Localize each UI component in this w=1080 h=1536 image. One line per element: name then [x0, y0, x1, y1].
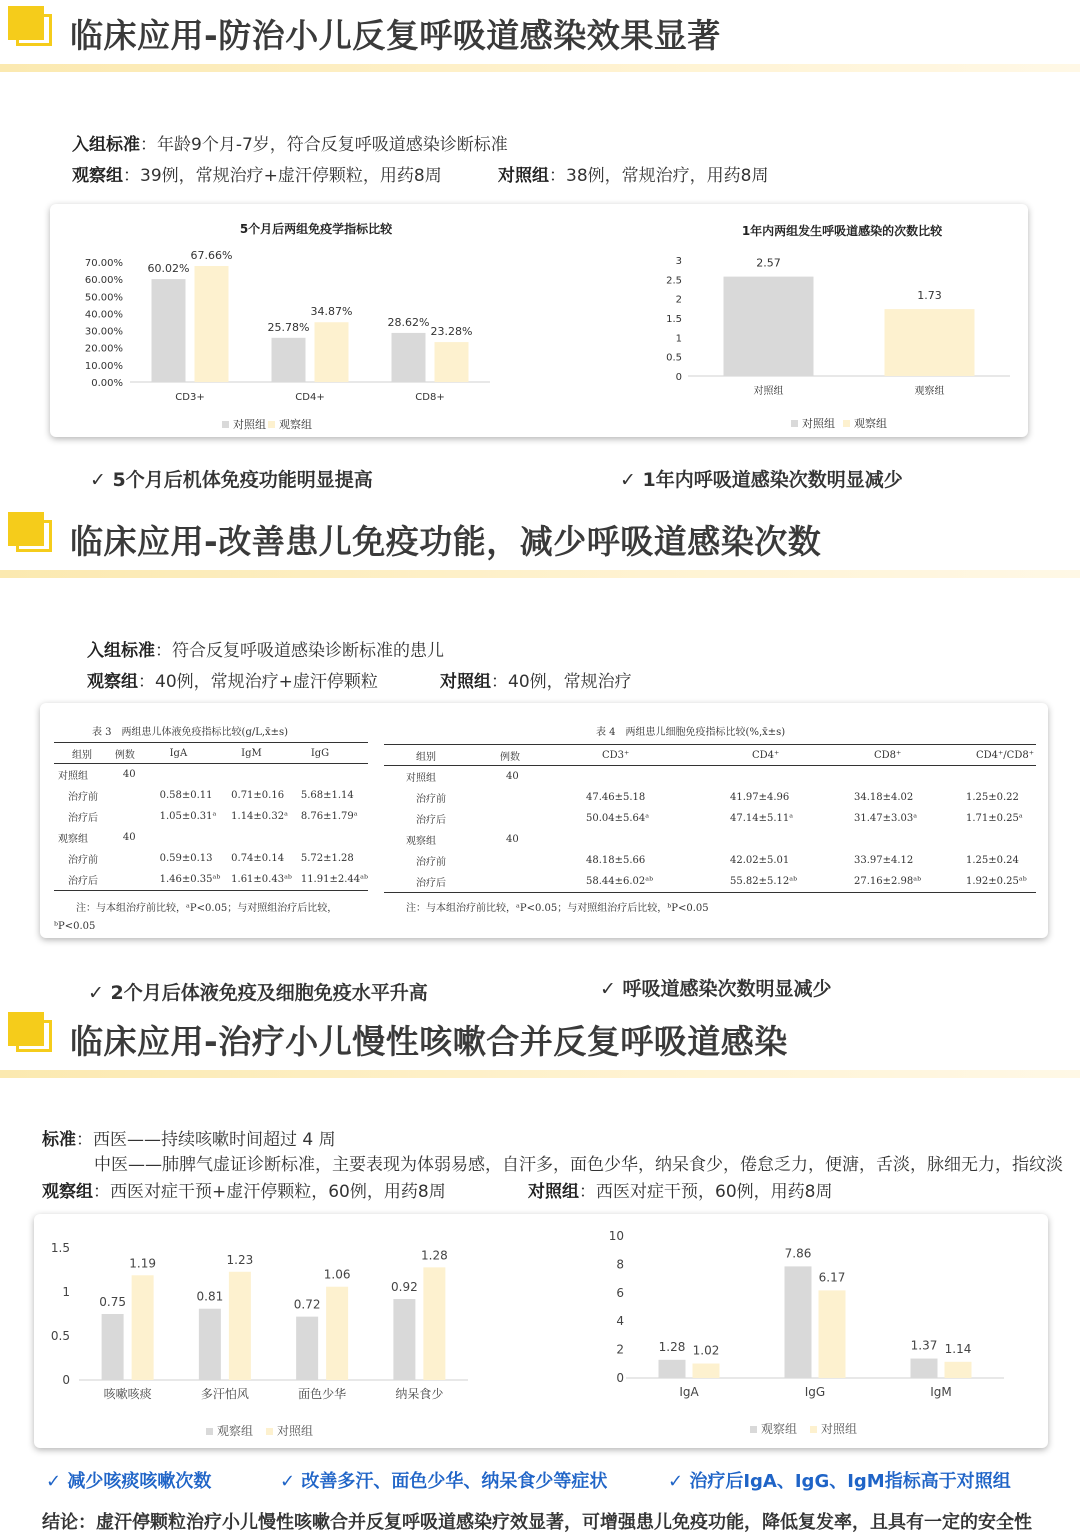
- bar: [693, 1364, 720, 1378]
- s1-ctrl-group: 对照组：38例，常规治疗，用药8周: [498, 166, 769, 186]
- y-tick-label: 4: [616, 1314, 624, 1329]
- x-tick-label: CD8+: [415, 392, 445, 403]
- legend-swatch: [206, 1428, 213, 1435]
- section3-title: 临床应用-治疗小儿慢性咳嗽合并反复呼吸道感染: [70, 1022, 788, 1061]
- y-tick-label: 2: [616, 1342, 624, 1357]
- table-header: CD8⁺: [834, 745, 946, 766]
- bar: [435, 342, 469, 382]
- x-tick-label: CD3+: [175, 392, 205, 403]
- section1-divider: [0, 64, 1080, 72]
- x-tick-label: 对照组: [753, 386, 784, 397]
- section2-title: 临床应用-改善患儿免疫功能，减少呼吸道感染次数: [70, 522, 822, 561]
- y-tick-label: 30.00%: [84, 326, 123, 338]
- x-tick-label: 咳嗽咳痰: [103, 1387, 152, 1401]
- y-tick-label: 0.5: [50, 1329, 70, 1343]
- s2-ctrl-group: 对照组：40例，常规治疗: [440, 672, 632, 692]
- table-header: CD4⁺: [710, 745, 834, 766]
- y-tick-label: 1: [675, 333, 682, 345]
- y-tick-label: 1.5: [50, 1241, 70, 1255]
- table4-note: 注：与本组治疗前比较，ᵃP<0.05；与对照组治疗后比较，ᵇP<0.05: [406, 903, 709, 914]
- data-label: 67.66%: [190, 249, 233, 263]
- section1-title: 临床应用-防治小儿反复呼吸道感染效果显著: [70, 16, 721, 55]
- bar: [102, 1314, 124, 1380]
- y-tick-label: 8: [616, 1257, 624, 1272]
- x-tick-label: 面色少华: [298, 1387, 347, 1401]
- s2-obs-group: 观察组：40例，常规治疗+虚汗停颗粒: [87, 672, 378, 692]
- bar: [911, 1359, 938, 1378]
- legend-label: 对照组: [233, 418, 266, 431]
- y-tick-label: 10.00%: [84, 360, 123, 372]
- y-tick-label: 0.5: [666, 352, 682, 364]
- data-label: 1.73: [917, 289, 942, 303]
- legend-label: 对照组: [277, 1424, 314, 1438]
- infection-count-bar-chart: [610, 204, 1028, 437]
- bar: [885, 309, 975, 376]
- y-tick-label: 0: [675, 372, 682, 383]
- table-row: 治疗后 50.04±5.64ᵃ 47.14±5.11ᵃ 31.47±3.03ᵃ 1.71±0.25ᵃ: [416, 813, 1023, 826]
- bar: [272, 338, 306, 382]
- y-tick-label: 0: [616, 1371, 624, 1385]
- bar: [393, 1299, 415, 1380]
- legend-swatch: [750, 1426, 757, 1433]
- y-tick-label: 60.00%: [84, 275, 123, 287]
- table3-caption: 表 3 两组患儿体液免疫指标比较(g/L,x̄±s): [92, 727, 289, 738]
- table-header: IgG: [297, 743, 368, 764]
- data-label: 0.75: [99, 1295, 126, 1309]
- table-header: 例数: [476, 745, 586, 766]
- bar: [315, 322, 349, 382]
- section-marker-icon: [8, 6, 52, 46]
- s3-ctrl-group: 对照组：西医对症干预，60例，用药8周: [528, 1182, 833, 1202]
- y-tick-label: 3: [675, 256, 682, 267]
- table-header: CD4⁺/CD8⁺: [946, 745, 1036, 766]
- s2-check-1: ✓ 2个月后体液免疫及细胞免疫水平升高: [88, 982, 428, 1004]
- table3: [54, 742, 368, 891]
- bar: [195, 266, 229, 382]
- y-tick-label: 0: [62, 1373, 70, 1387]
- table-header: 例数: [115, 743, 156, 764]
- data-label: 1.28: [421, 1248, 448, 1263]
- bar: [724, 277, 814, 376]
- bar: [392, 333, 426, 382]
- table-row: 治疗前 0.58±0.11 0.71±0.16 5.68±1.14: [68, 790, 354, 803]
- bar: [659, 1360, 686, 1378]
- s3-obs-group: 观察组：西医对症干预+虚汗停颗粒，60例，用药8周: [42, 1182, 446, 1202]
- data-label: 0.72: [293, 1297, 321, 1312]
- s3-check-3: ✓ 治疗后IgA、IgG、IgM指标高于对照组: [668, 1471, 1011, 1492]
- legend-label: 观察组: [854, 417, 887, 430]
- data-label: 2.57: [756, 256, 781, 270]
- s1-criteria: 入组标准：年龄9个月-7岁，符合反复呼吸道感染诊断标准: [72, 135, 508, 155]
- legend-swatch: [791, 420, 798, 427]
- data-label: 34.87%: [310, 305, 353, 319]
- x-tick-label: IgA: [679, 1385, 699, 1399]
- y-tick-label: 70.00%: [84, 258, 123, 269]
- data-label: 7.86: [784, 1246, 812, 1261]
- table-row: 治疗前 48.18±5.66 42.02±5.01 33.97±4.12 1.25±0.24: [416, 855, 1019, 868]
- y-tick-label: 6: [616, 1285, 624, 1300]
- data-label: 25.78%: [267, 320, 310, 334]
- legend-label: 观察组: [761, 1422, 798, 1436]
- data-label: 23.28%: [430, 325, 473, 339]
- s1-obs-group: 观察组：39例，常规治疗+虚汗停颗粒，用药8周: [72, 166, 442, 186]
- bar: [326, 1287, 348, 1380]
- s3-check-2: ✓ 改善多汗、面色少华、纳呆食少等症状: [280, 1471, 608, 1492]
- chart-title: 5个月后两组免疫学指标比较: [239, 222, 393, 236]
- s1-chart-card: [50, 204, 1028, 437]
- data-label: 1.06: [323, 1267, 351, 1282]
- section-marker-icon: [8, 512, 52, 552]
- bar: [819, 1290, 846, 1378]
- legend-label: 观察组: [279, 418, 312, 431]
- x-tick-label: 观察组: [914, 386, 945, 397]
- x-tick-label: 多汗怕风: [200, 1387, 249, 1401]
- legend-label: 对照组: [821, 1422, 858, 1436]
- data-label: 0.81: [196, 1289, 224, 1304]
- table4: [384, 744, 1036, 893]
- table-row: 治疗前 0.59±0.13 0.74±0.14 5.72±1.28: [68, 853, 354, 866]
- table-header: 组别: [54, 743, 115, 764]
- immunology-bar-chart: [50, 204, 530, 437]
- s3-chart-card: [34, 1214, 1048, 1448]
- y-tick-label: 50.00%: [84, 292, 123, 304]
- y-tick-label: 2.5: [666, 275, 682, 287]
- table-row: 治疗后 58.44±6.02ᵃᵇ 55.82±5.12ᵃᵇ 27.16±2.98ᵃᵇ 1.92±0.25ᵃᵇ: [384, 871, 1036, 893]
- s1-check-1: ✓ 5个月后机体免疫功能明显提高: [90, 469, 373, 491]
- s3-conclusion: 结论：虚汗停颗粒治疗小儿慢性咳嗽合并反复呼吸道感染疗效显著，可增强患儿免疫功能，降低复发率，且具有一定的安全性: [42, 1512, 1032, 1533]
- legend-swatch: [268, 421, 275, 428]
- table-row: 对照组 40: [406, 771, 519, 784]
- bar: [423, 1267, 445, 1380]
- y-tick-label: 0.00%: [91, 378, 123, 389]
- s3-standard-tcm: 中医——肺脾气虚证诊断标准，主要表现为体弱易感，自汗多，面色少华，纳呆食少，倦怠乏力，便溏，舌淡，脉细无力，指纹淡: [94, 1155, 1063, 1175]
- table3-note-2: ᵇP<0.05: [54, 921, 96, 932]
- data-label: 1.23: [226, 1252, 254, 1267]
- bar: [152, 279, 186, 382]
- table-row: 对照组 40: [58, 769, 136, 782]
- bar: [229, 1272, 251, 1380]
- data-label: 1.28: [658, 1339, 686, 1354]
- ig-bar-chart: [564, 1214, 1048, 1448]
- y-tick-label: 10: [608, 1229, 624, 1243]
- data-label: 60.02%: [147, 262, 190, 276]
- table4-caption: 表 4 两组患儿细胞免疫指标比较(%,x̄±s): [596, 727, 786, 738]
- section-marker-icon: [8, 1012, 52, 1052]
- bar: [199, 1309, 221, 1380]
- table-header: IgM: [227, 743, 297, 764]
- table-row: 治疗后 1.05±0.31ᵃ 1.14±0.32ᵃ 8.76±1.79ᵃ: [68, 811, 358, 824]
- table-row: 观察组 40: [406, 834, 519, 847]
- data-label: 28.62%: [387, 315, 430, 329]
- data-label: 0.92: [391, 1280, 418, 1295]
- data-label: 1.02: [692, 1343, 720, 1358]
- table3-note: 注：与本组治疗前比较，ᵃP<0.05；与对照组治疗后比较，: [76, 903, 338, 914]
- bar: [945, 1362, 972, 1378]
- table-row: 治疗后 1.46±0.35ᵃᵇ 1.61±0.43ᵃᵇ 11.91±2.44ᵃᵇ: [54, 869, 368, 891]
- s2-check-2: ✓ 呼吸道感染次数明显减少: [600, 978, 832, 1000]
- section2-divider: [0, 570, 1080, 578]
- legend-swatch: [810, 1426, 817, 1433]
- data-label: 1.19: [129, 1256, 156, 1271]
- chart-title: 1年内两组发生呼吸道感染的次数比较: [741, 224, 943, 238]
- y-tick-label: 2: [675, 294, 682, 306]
- data-label: 1.14: [944, 1341, 972, 1356]
- x-tick-label: 纳呆食少: [395, 1387, 444, 1401]
- s3-standard-western: 标准：西医——持续咳嗽时间超过 4 周: [42, 1130, 336, 1150]
- s2-table-card: [40, 703, 1048, 938]
- table-header: CD3⁺: [586, 745, 710, 766]
- legend-label: 对照组: [802, 417, 835, 430]
- y-tick-label: 40.00%: [84, 309, 123, 321]
- legend-swatch: [266, 1428, 273, 1435]
- y-tick-label: 20.00%: [84, 343, 123, 355]
- section3-divider: [0, 1070, 1080, 1078]
- y-tick-label: 1.5: [666, 314, 682, 325]
- s1-check-2: ✓ 1年内呼吸道感染次数明显减少: [620, 469, 903, 491]
- bar: [296, 1317, 318, 1380]
- data-label: 6.17: [818, 1270, 846, 1285]
- data-label: 1.37: [910, 1338, 938, 1353]
- table-row: 治疗前 47.46±5.18 41.97±4.96 34.18±4.02 1.25±0.22: [416, 792, 1019, 805]
- x-tick-label: IgM: [930, 1385, 952, 1399]
- y-tick-label: 1: [62, 1285, 70, 1299]
- bar: [132, 1275, 154, 1380]
- s2-criteria: 入组标准：符合反复呼吸道感染诊断标准的患儿: [87, 641, 444, 661]
- table-row: 观察组 40: [58, 832, 136, 845]
- legend-swatch: [843, 420, 850, 427]
- s3-check-1: ✓ 减少咳痰咳嗽次数: [46, 1471, 212, 1492]
- x-tick-label: IgG: [804, 1385, 826, 1399]
- legend-swatch: [222, 421, 229, 428]
- table-header: IgA: [156, 743, 228, 764]
- symptom-bar-chart: [34, 1214, 504, 1448]
- table-header: 组别: [384, 745, 476, 766]
- bar: [785, 1266, 812, 1378]
- x-tick-label: CD4+: [295, 392, 325, 403]
- legend-label: 观察组: [217, 1424, 254, 1438]
